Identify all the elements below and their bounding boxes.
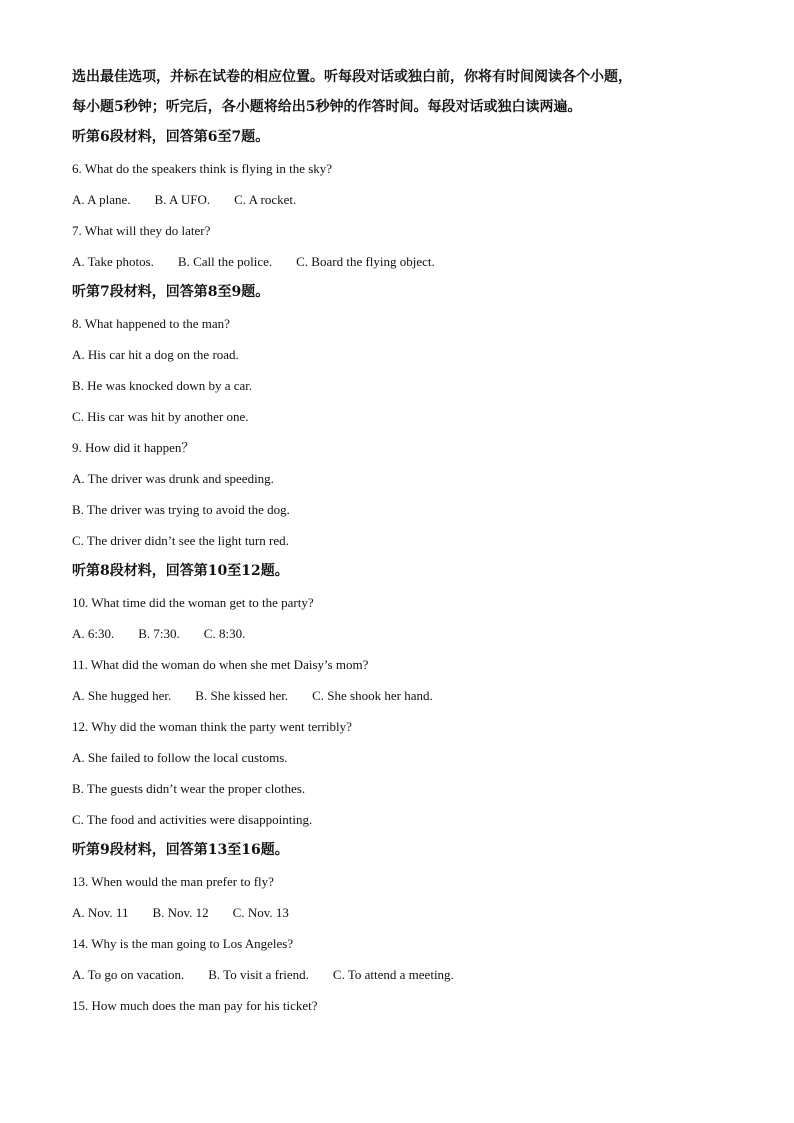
answer-option: B. The driver was trying to avoid the dog.	[72, 502, 290, 517]
answer-option: A. Take photos.	[72, 254, 154, 269]
exam-page	[72, 62, 732, 1021]
question-text: 7. What will they do later?	[72, 223, 211, 238]
answer-option: A. She hugged her.	[72, 688, 172, 703]
answer-option: A. A plane.	[72, 192, 131, 207]
section-heading: 听第7段材料，回答第8至9题。	[72, 284, 270, 300]
section-heading: 听第6段材料，回答第6至7题。	[72, 129, 270, 145]
options-row	[72, 246, 732, 277]
options-row	[72, 959, 732, 990]
answer-option: C. The food and activities were disappointing.	[72, 812, 313, 827]
answer-option: B. 7:30.	[138, 626, 180, 641]
answer-option: B. A UFO.	[154, 192, 211, 207]
answer-option: B. To visit a friend.	[208, 967, 309, 982]
answer-option: C. Board the flying object.	[296, 254, 435, 269]
question-text: 8. What happened to the man?	[72, 316, 230, 331]
answer-option: A. She failed to follow the local customs.	[72, 750, 288, 765]
question-text: 10. What time did the woman get to the party?	[72, 595, 314, 610]
answer-option: B. He was knocked down by a car.	[72, 378, 253, 393]
question-text: 6. What do the speakers think is flying in the sky?	[72, 161, 333, 176]
section-heading: 听第9段材料，回答第13至16题。	[72, 842, 289, 858]
answer-option: B. The guests didn’t wear the proper clothes.	[72, 781, 306, 796]
answer-option: A. The driver was drunk and speeding.	[72, 471, 274, 486]
options-row	[72, 184, 732, 215]
answer-option: B. Call the police.	[177, 254, 273, 269]
answer-option: B. Nov. 12	[152, 905, 209, 920]
options-row	[72, 618, 732, 649]
instructions	[72, 62, 732, 122]
answer-option: C. A rocket.	[234, 192, 297, 207]
answer-option: B. She kissed her.	[195, 688, 289, 703]
question-text: 13. When would the man prefer to fly?	[72, 874, 274, 889]
question-sections	[72, 122, 732, 1021]
answer-option: C. His car was hit by another one.	[72, 409, 249, 424]
answer-option: C. The driver didn’t see the light turn red.	[72, 533, 289, 548]
answer-option: A. His car hit a dog on the road.	[72, 347, 239, 362]
question-text: 15. How much does the man pay for his ticket?	[72, 998, 318, 1013]
question-text: 14. Why is the man going to Los Angeles?	[72, 936, 294, 951]
instruction-line: 每小题5秒钟；听完后，各小题将给出5秒钟的作答时间。每段对话或独白读两遍。	[72, 99, 582, 115]
answer-option: C. She shook her hand.	[312, 688, 433, 703]
answer-option: C. To attend a meeting.	[332, 967, 454, 982]
question-text: 11. What did the woman do when she met Daisy’s mom?	[72, 657, 369, 672]
answer-option: A. 6:30.	[72, 626, 115, 641]
question-text: 9. How did it happen？	[72, 440, 195, 455]
answer-option: A. Nov. 11	[72, 905, 129, 920]
options-row	[72, 680, 732, 711]
answer-option: A. To go on vacation.	[72, 967, 185, 982]
question-text: 12. Why did the woman think the party went terribly?	[72, 719, 352, 734]
answer-option: C. Nov. 13	[232, 905, 289, 920]
options-row	[72, 897, 732, 928]
answer-option: C. 8:30.	[203, 626, 246, 641]
instruction-line: 选出最佳选项，并标在试卷的相应位置。听每段对话或独白前，你将有时间阅读各个小题，	[72, 69, 632, 85]
section-heading: 听第8段材料，回答第10至12题。	[72, 563, 289, 579]
